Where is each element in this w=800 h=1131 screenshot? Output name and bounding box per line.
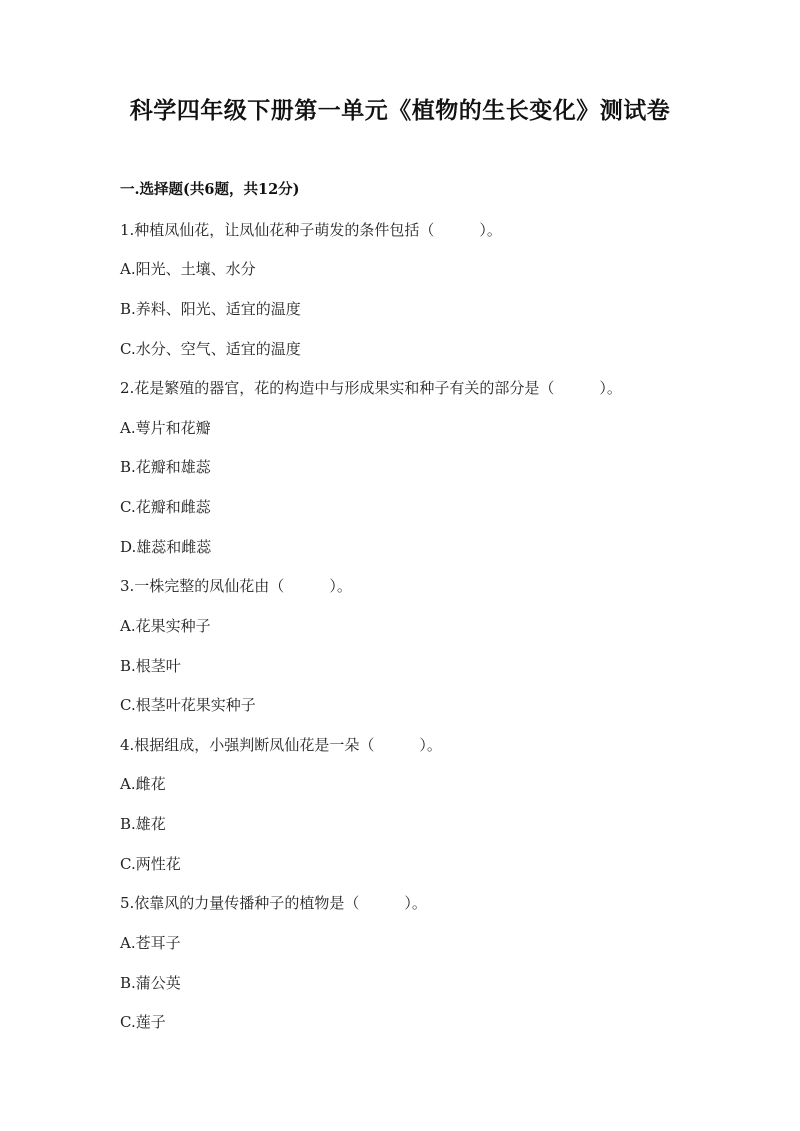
section-heading: 一.选择题(共6题，共12分) — [120, 181, 300, 198]
option-2-b: B.花瓣和雄蕊 — [120, 458, 211, 476]
page-title: 科学四年级下册第一单元《植物的生长变化》测试卷 — [129, 97, 671, 124]
question-stem-4: 4.根据组成，小强判断凤仙花是一朵（ ）。 — [120, 736, 442, 754]
question-stem-5: 5.依靠风的力量传播种子的植物是（ ）。 — [120, 894, 427, 912]
question-stem-3: 3.一株完整的凤仙花由（ ）。 — [120, 577, 352, 595]
option-1-b: B.养料、阳光、适宜的温度 — [120, 300, 301, 318]
option-4-c: C.两性花 — [120, 855, 181, 873]
option-1-a: A.阳光、土壤、水分 — [120, 260, 256, 278]
option-5-c: C.莲子 — [120, 1013, 166, 1031]
option-5-b: B.蒲公英 — [120, 974, 181, 992]
option-2-d: D.雄蕊和雌蕊 — [120, 538, 212, 556]
option-3-c: C.根茎叶花果实种子 — [120, 696, 256, 714]
option-2-c: C.花瓣和雌蕊 — [120, 498, 211, 516]
option-4-a: A.雌花 — [120, 775, 166, 793]
option-1-c: C.水分、空气、适宜的温度 — [120, 340, 301, 358]
option-3-a: A.花果实种子 — [120, 617, 211, 635]
option-5-a: A.苍耳子 — [120, 934, 181, 952]
option-2-a: A.萼片和花瓣 — [120, 419, 211, 437]
option-4-b: B.雄花 — [120, 815, 166, 833]
question-stem-1: 1.种植凤仙花，让凤仙花种子萌发的条件包括（ ）。 — [120, 221, 502, 239]
question-stem-2: 2.花是繁殖的器官，花的构造中与形成果实和种子有关的部分是（ ）。 — [120, 379, 622, 397]
option-3-b: B.根茎叶 — [120, 657, 181, 675]
